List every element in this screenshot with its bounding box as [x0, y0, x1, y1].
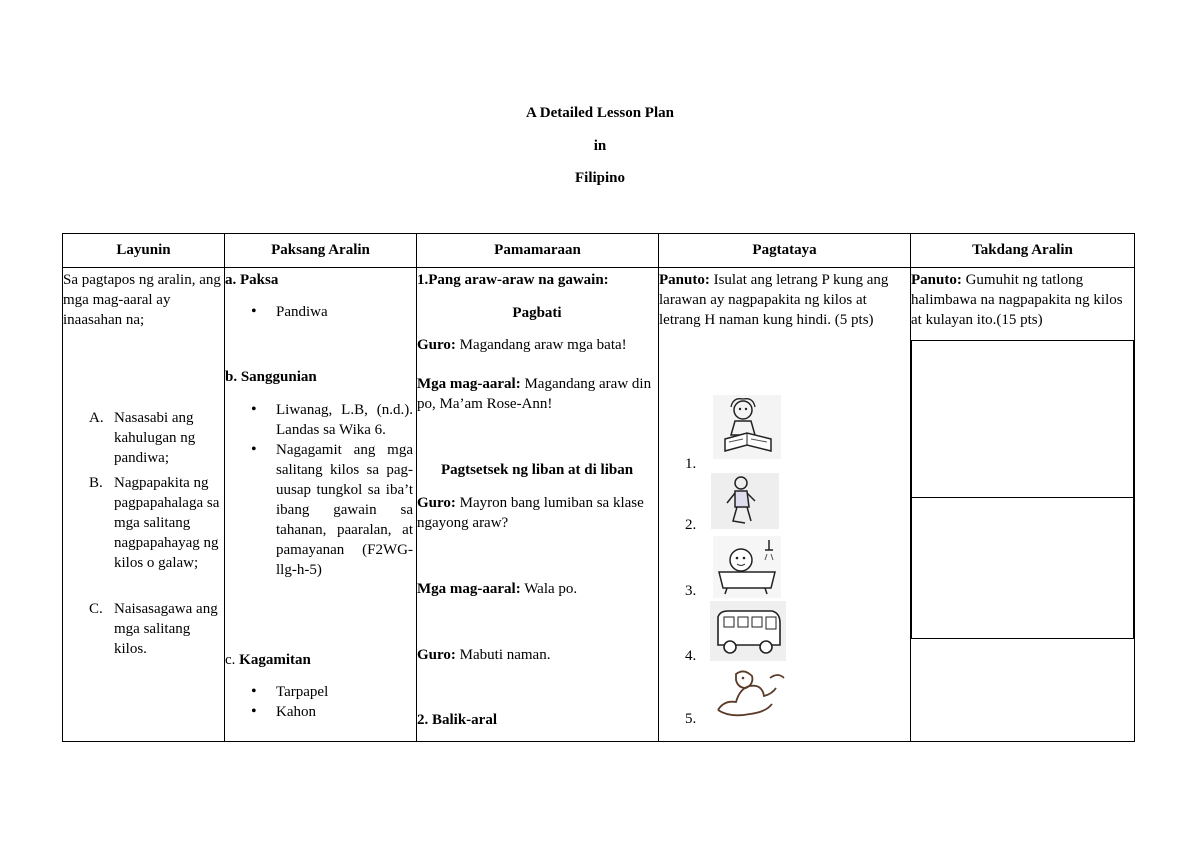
drawing-box: [911, 340, 1134, 498]
objective-b: [89, 473, 223, 573]
list-item: • Nagagamit ang mga salitang kilos sa pag-uusap tungkol sa iba’t ibang gawain sa tahanan, paaralan, at pamayanan (F2WG-llg-h-5): [225, 440, 413, 580]
dialogue-line: [417, 645, 657, 665]
pagbati-heading: Pagbati: [512, 305, 562, 321]
list-item: • Liwanag, L.B, (n.d.). Landas sa Wika 6.: [225, 400, 413, 440]
panuto-label: Panuto:: [659, 272, 710, 288]
cell-layunin: [63, 268, 225, 742]
objective-text: Nasasabi ang kahulugan ng pandiwa;: [114, 410, 196, 466]
table-header-row: [63, 234, 1135, 268]
table-body-row: [63, 268, 1135, 742]
item-number: 1.: [685, 456, 697, 472]
dialogue-text: Magandang araw din po, Ma’am Rose-Ann!: [417, 376, 652, 412]
objective-text: Nagpapakita ng pagpapahalaga sa mga salitang nagpapahayag ng kilos o galaw;: [114, 475, 220, 571]
objective-marker: A.: [89, 410, 104, 426]
paksa-heading: a. Paksa: [225, 272, 279, 288]
speaker-label: Mga mag-aaral:: [417, 376, 521, 392]
lesson-plan-table: [62, 233, 1135, 742]
title-line-2: in: [593, 138, 607, 154]
child-bathing-icon: [713, 536, 781, 598]
dialogue-line: [417, 335, 657, 355]
kagamitan-heading: [225, 650, 311, 670]
item-number: 4.: [685, 648, 697, 664]
drawing-box: [911, 497, 1134, 639]
panuto-text: Isulat ang letrang P kung ang larawan ay nagpapakita ng kilos at letrang H naman kung hindi. (5 pts): [659, 272, 889, 328]
dialogue-text: Mabuti naman.: [459, 647, 551, 663]
list-item: • Tarpapel: [225, 682, 413, 702]
step-1-heading: 1.Pang araw-araw na gawain:: [417, 272, 609, 288]
title-line-3: Filipino: [574, 170, 626, 186]
dog-icon: [710, 664, 790, 726]
column-header-paksang-aralin: Paksang Aralin: [225, 234, 417, 268]
sanggunian-list: [225, 400, 413, 580]
kagamitan-prefix: c.: [225, 652, 236, 668]
cell-takdang-aralin: [911, 268, 1135, 742]
paksa-list: [225, 302, 413, 322]
list-item: • Kahon: [225, 702, 413, 722]
panuto-label: Panuto:: [911, 272, 962, 288]
takdang-instruction: [911, 270, 1133, 330]
cell-pagtataya: [659, 268, 911, 742]
dialogue-text: Mayron bang lumiban sa klase ngayong araw?: [417, 495, 644, 531]
item-number: 5.: [685, 711, 697, 727]
objective-text: Naisasagawa ang mga salitang kilos.: [114, 601, 218, 657]
pagtsetsek-heading: Pagtsetsek ng liban at di liban: [440, 462, 634, 478]
objective-marker: C.: [89, 601, 103, 617]
boy-kneeling-icon: [711, 473, 779, 529]
list-item: • Pandiwa: [225, 302, 413, 322]
pagtataya-instruction: [659, 270, 910, 330]
panuto-text: Gumuhit ng tatlong halimbawa na nagpapakita ng kilos at kulayan ito.(15 pts): [911, 272, 1123, 328]
step-2-heading: 2. Balik-aral: [417, 712, 498, 728]
item-number: 3.: [685, 583, 697, 599]
sanggunian-heading: b. Sanggunian: [225, 369, 317, 385]
column-header-pamamaraan: Pamamaraan: [417, 234, 659, 268]
title-line-1: A Detailed Lesson Plan: [526, 105, 674, 121]
speaker-label: Mga mag-aaral:: [417, 581, 521, 597]
dialogue-text: Magandang araw mga bata!: [459, 337, 627, 353]
column-header-pagtataya: Pagtataya: [659, 234, 911, 268]
dialogue-text: Wala po.: [524, 581, 578, 597]
layunin-intro: Sa pagtapos ng aralin, ang mga mag-aaral ay inaasahan na;: [63, 272, 221, 328]
objective-c: [89, 599, 223, 659]
bus-icon: [710, 601, 786, 661]
child-reading-icon: [713, 395, 781, 459]
item-number: 2.: [685, 517, 697, 533]
dialogue-line: [417, 579, 657, 599]
objective-a: [89, 408, 223, 468]
cell-pamamaraan: [417, 268, 659, 742]
dialogue-line: [417, 374, 657, 414]
cell-paksang-aralin: [225, 268, 417, 742]
column-header-takdang-aralin: Takdang Aralin: [911, 234, 1135, 268]
speaker-label: Guro:: [417, 647, 456, 663]
column-header-layunin: Layunin: [63, 234, 225, 268]
kagamitan-list: [225, 682, 413, 722]
speaker-label: Guro:: [417, 337, 456, 353]
speaker-label: Guro:: [417, 495, 456, 511]
kagamitan-label: Kagamitan: [239, 652, 311, 668]
objective-marker: B.: [89, 475, 103, 491]
dialogue-line: [417, 493, 657, 533]
